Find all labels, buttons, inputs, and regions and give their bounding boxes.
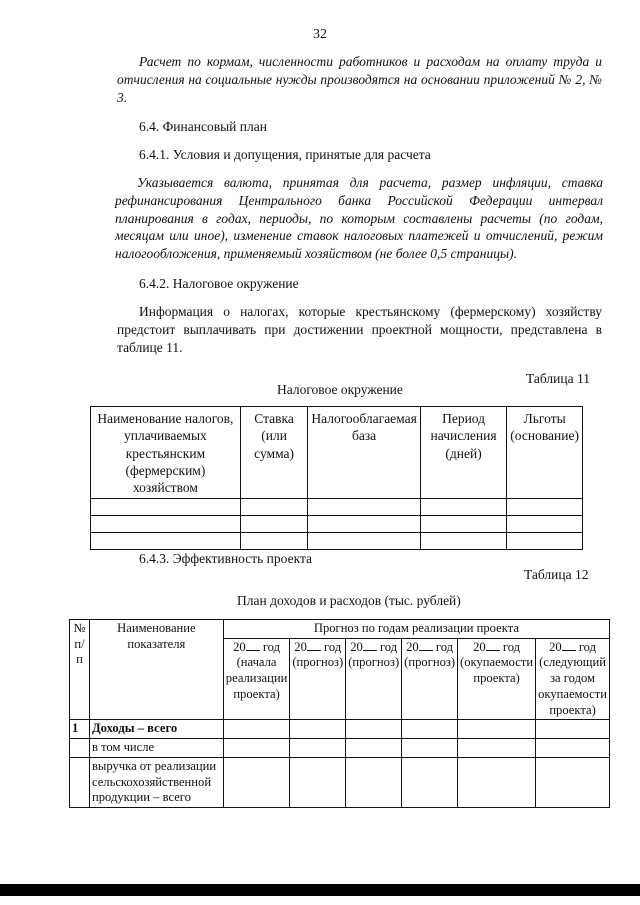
table-row [70,720,610,739]
table11-caption: Налоговое окружение [277,382,403,397]
table-row [91,533,583,550]
forecast-header: Прогноз по годам реализации проекта [223,620,609,639]
year-col-3: 20 год (прогноз) [346,638,402,720]
row-indicator: в том числе [89,739,223,758]
row-number: 1 [70,720,90,739]
table11-label: Таблица 11 [526,371,590,386]
table-header-row [91,407,583,499]
table-row [70,757,610,807]
year-col-1: 20 год (начала реализации проекта) [223,638,290,720]
col-indicator: Наименование показателя [89,620,223,720]
heading-6-4-3: 6.4.3. Эффективность проекта [139,551,313,566]
income-expense-table [69,619,610,808]
heading-6-4-1: 6.4.1. Условия и допущения, принятые для расчета [139,147,431,162]
intro-paragraph: Расчет по кормам, численности работников и расходам на оплату труда и отчисления на социальные нужды производятся на основании приложений № 2, № 3. [117,54,602,105]
row-number [70,757,90,807]
col-period: Период начисления (дней) [420,407,506,499]
col-tax-base: Налогооблагаемая база [308,407,420,499]
col-benefits: Льготы (основание) [507,407,583,499]
table-header-row [70,620,610,639]
page-number: 32 [313,27,327,42]
year-col-2: 20 год (прогноз) [290,638,346,720]
table-row [91,516,583,533]
tax-info-paragraph: Информация о налогах, которые крестьянскому (фермерскому) хозяйству предстоит выплачивать при достижении проектной мощности, представлена в таблице 11. [117,304,602,355]
row-indicator: Доходы – всего [89,720,223,739]
year-col-5: 20 год (окупаемости проекта) [458,638,536,720]
row-number [70,739,90,758]
table12-label: Таблица 12 [524,567,589,582]
tax-environment-table [90,406,583,550]
table-row [91,499,583,516]
col-tax-name: Наименование налогов, уплачиваемых крестьянским (фермерским) хозяйством [91,407,241,499]
col-number: № п/п [70,620,90,720]
table12-caption: План доходов и расходов (тыс. рублей) [237,593,461,608]
row-indicator: выручка от реализации сельскохозяйственной продукции – всего [89,757,223,807]
conditions-paragraph: Указывается валюта, принятая для расчета, размер инфляции, ставка рефинансирования Центрального банка Российской Федерации интервал планирования в годах, периоды, по которым составлены расчеты (по годам, месяцам или иное), изменение ставок налоговых платежей и отчислений, режим налогообложения, применяемый хозяйством (не более 0,5 страницы). [115,175,603,262]
year-col-6: 20 год (следующий за годом окупаемости проекта) [536,638,610,720]
scan-bottom-bar [0,884,640,896]
table-row [70,739,610,758]
heading-6-4-2: 6.4.2. Налоговое окружение [139,276,299,291]
heading-6-4: 6.4. Финансовый план [139,119,267,134]
year-col-4: 20 год (прогноз) [402,638,458,720]
col-rate: Ставка (или сумма) [240,407,308,499]
